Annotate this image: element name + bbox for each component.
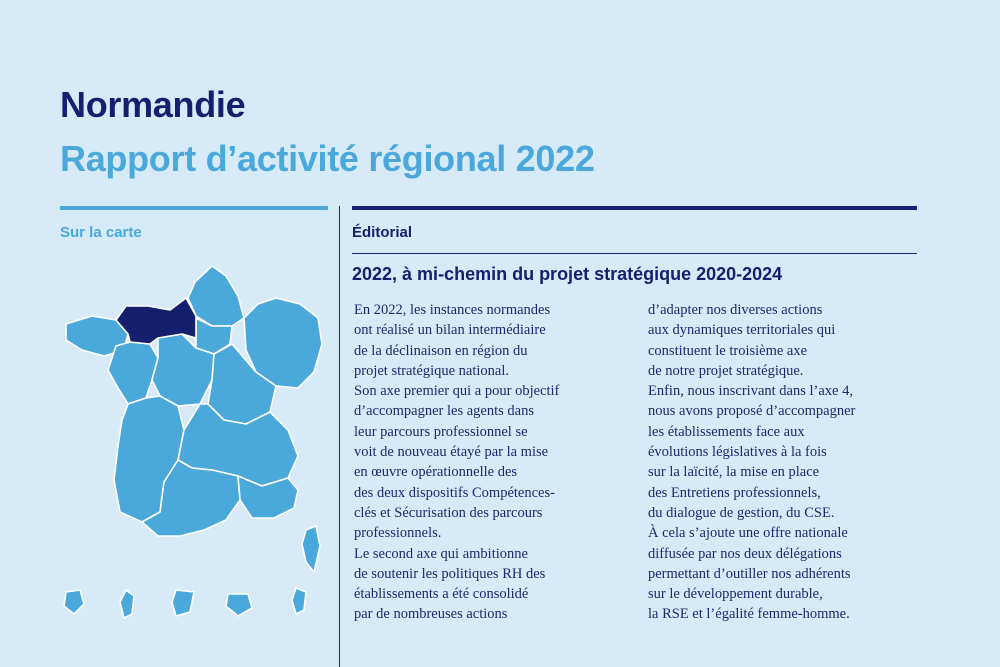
paragraph-line: ont réalisé un bilan intermédiaire — [354, 322, 546, 339]
paragraph-line: permettant d’outiller nos adhérents — [648, 565, 851, 582]
region-guadeloupe — [64, 590, 84, 614]
paragraph-line: en œuvre opérationnelle des — [354, 464, 518, 481]
paragraph-line: aux dynamiques territoriales qui — [648, 322, 836, 339]
paragraph-line: nous avons proposé d’accompagner — [648, 403, 856, 420]
region-mayotte — [292, 588, 306, 614]
paragraph-line: leur parcours professionnel se — [354, 423, 528, 440]
paragraph-line: Son axe premier qui a pour objectif — [354, 383, 560, 400]
paragraph-line: par de nombreuses actions — [354, 606, 508, 623]
paragraph-line: sur la laïcité, la mise en place — [648, 464, 820, 481]
paragraph-line: évolutions législatives à la fois — [648, 444, 827, 461]
paragraph-line: de notre projet stratégique. — [648, 362, 804, 379]
region-guyane — [172, 590, 194, 616]
paragraph-line: d’accompagner les agents dans — [354, 403, 534, 420]
editorial-column-left — [354, 300, 634, 625]
paragraph-line: la RSE et l’égalité femme-homme. — [648, 606, 850, 623]
editorial-heading: 2022, à mi-chemin du projet stratégique 2020-2024 — [352, 264, 783, 284]
editorial-separator — [352, 253, 917, 254]
region-pays-de-la-loire — [108, 342, 158, 404]
paragraph-line: clés et Sécurisation des parcours — [354, 504, 543, 521]
paragraph-line: constituent le troisième axe — [648, 342, 808, 359]
page-title: Normandie — [60, 84, 246, 125]
paragraph-line: Le second axe qui ambitionne — [354, 545, 528, 562]
paragraph-line: des Entretiens professionnels, — [648, 484, 821, 501]
region-corse — [302, 526, 320, 572]
region-martinique — [120, 590, 134, 618]
map-section-label: Sur la carte — [60, 224, 142, 241]
map-section-rule — [60, 206, 328, 210]
page-subtitle: Rapport d’activité régional 2022 — [60, 138, 595, 179]
paragraph-line: professionnels. — [354, 525, 442, 542]
column-divider — [339, 206, 340, 667]
editorial-column-right — [648, 300, 928, 625]
paragraph-line: les établissements face aux — [648, 423, 805, 440]
region-la-reunion — [226, 594, 252, 616]
editorial-section-rule — [352, 206, 917, 210]
paragraph-line: projet stratégique national. — [354, 362, 510, 379]
paragraph-line: de soutenir les politiques RH des — [354, 565, 546, 582]
paragraph-line: des deux dispositifs Compétences- — [354, 484, 555, 501]
editorial-label: Éditorial — [352, 224, 413, 241]
paragraph-line: d’adapter nos diverses actions — [648, 302, 823, 318]
paragraph-line: établissements a été consolidé — [354, 586, 529, 603]
france-regions-map — [58, 258, 330, 667]
paragraph-line: diffusée par nos deux délégations — [648, 545, 842, 562]
paragraph-line: Enfin, nous inscrivant dans l’axe 4, — [648, 383, 853, 400]
paragraph-line: À cela s’ajoute une offre nationale — [648, 525, 848, 542]
paragraph-line: sur le développement durable, — [648, 586, 823, 603]
paragraph-line: de la déclinaison en région du — [354, 342, 528, 359]
paragraph-line: voit de nouveau étayé par la mise — [354, 444, 549, 461]
paragraph-line: du dialogue de gestion, du CSE. — [648, 504, 835, 521]
paragraph-line: En 2022, les instances normandes — [354, 302, 551, 318]
